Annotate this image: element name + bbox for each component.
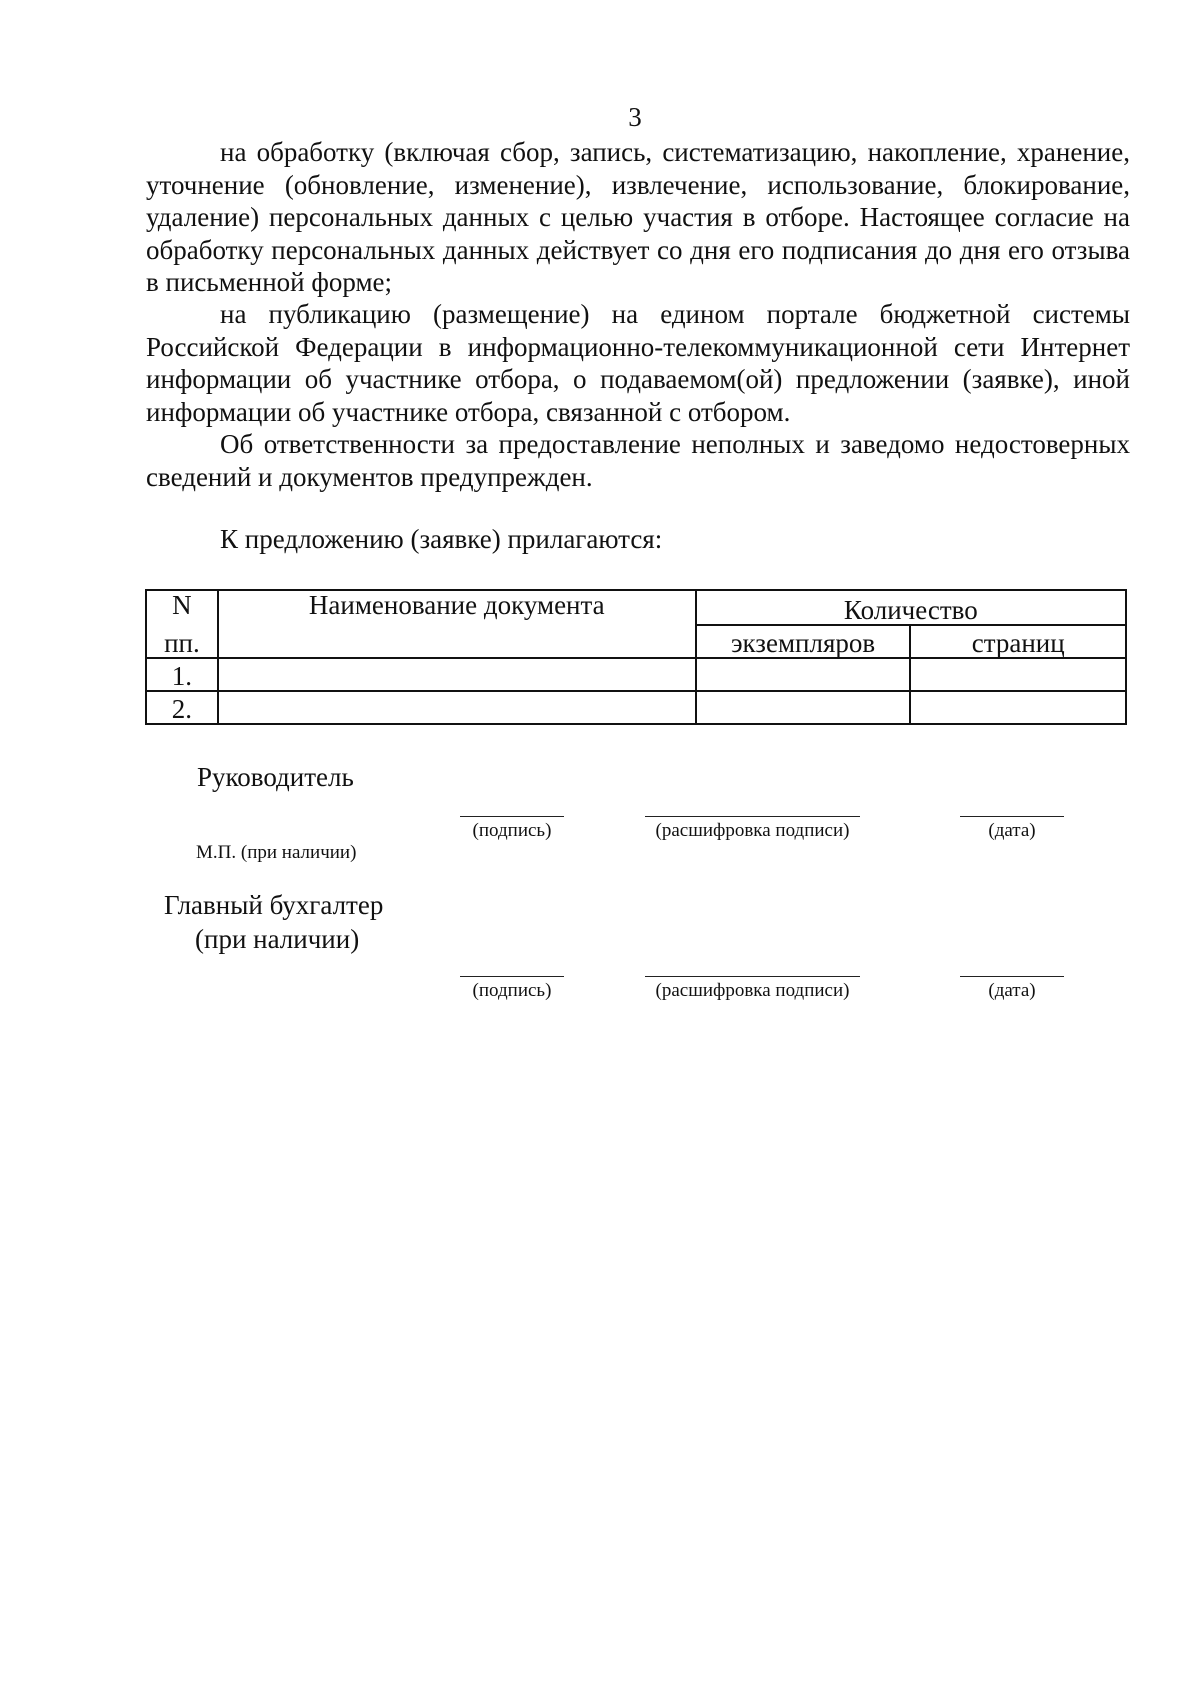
row-copies[interactable]	[696, 658, 911, 691]
row-document-name[interactable]	[218, 658, 696, 691]
table-row	[146, 691, 1126, 724]
row-document-name[interactable]	[218, 691, 696, 724]
page-number: 3	[628, 102, 642, 132]
col-name-header: Наименование документа	[218, 590, 696, 658]
stamp-note: М.П. (при наличии)	[196, 842, 357, 863]
table-row	[146, 658, 1126, 691]
accountant-signature-caption: (подпись)	[472, 980, 552, 1001]
head-decoding-caption: (расшифровка подписи)	[655, 820, 850, 841]
attachments-heading: К предложению (заявке) прилагаются:	[220, 524, 663, 554]
accountant-decoding-line[interactable]	[645, 976, 860, 977]
head-signature-caption: (подпись)	[472, 820, 552, 841]
paragraph-responsibility: Об ответственности за предоставление неполных и заведомо недостоверных сведений и документов предупрежден.	[146, 429, 1130, 492]
attachments-table	[145, 589, 1127, 725]
table-header-row	[146, 590, 1126, 625]
accountant-date-caption: (дата)	[988, 980, 1036, 1001]
head-decoding-line[interactable]	[645, 816, 860, 817]
row-number: 1.	[146, 658, 218, 691]
paragraph-consent-publication: на публикацию (размещение) на едином портале бюджетной системы Российской Федерации в информационно-телекоммуникационной сети Интернет информации об участнике отбора, о подаваемом(ой) предложении (заявке), иной информации об участнике отбора, связанной с отбором.	[146, 299, 1130, 427]
accountant-date-line[interactable]	[960, 976, 1064, 977]
row-copies[interactable]	[696, 691, 911, 724]
head-signature-line[interactable]	[460, 816, 564, 817]
col-pages-header: страниц	[910, 625, 1126, 658]
col-n-header: N	[146, 590, 218, 625]
head-date-line[interactable]	[960, 816, 1064, 817]
accountant-title-note: (при наличии)	[195, 924, 360, 954]
row-pages[interactable]	[910, 691, 1126, 724]
row-number: 2.	[146, 691, 218, 724]
accountant-title: Главный бухгалтер	[164, 890, 384, 920]
head-title: Руководитель	[197, 762, 354, 792]
paragraph-consent-processing: на обработку (включая сбор, запись, систематизацию, накопление, хранение, уточнение (обновление, изменение), извлечение, использование, блокирование, удаление) персональных данных с целью участия в отборе. Настоящее согласие на обработку персональных данных действует со дня его подписания до дня его отзыва в письменной форме;	[146, 137, 1130, 297]
col-qty-header: Количество	[696, 590, 1126, 625]
col-n-subheader: пп.	[146, 625, 218, 658]
col-copies-header: экземпляров	[696, 625, 911, 658]
accountant-decoding-caption: (расшифровка подписи)	[655, 980, 850, 1001]
accountant-signature-line[interactable]	[460, 976, 564, 977]
row-pages[interactable]	[910, 658, 1126, 691]
head-date-caption: (дата)	[988, 820, 1036, 841]
